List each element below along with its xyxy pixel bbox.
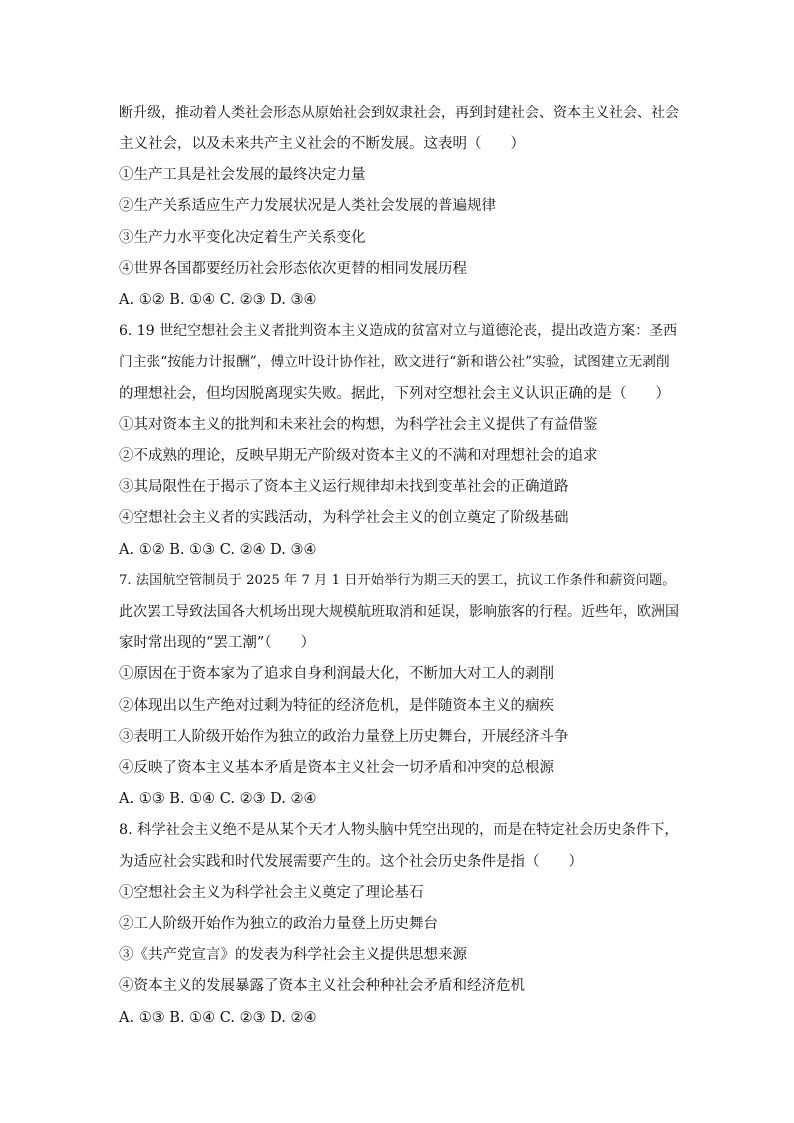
q8-item-4: ④资本主义的发展暴露了资本主义社会种种社会矛盾和经济危机 [119,978,525,994]
q7-stem-line-3: 家时常出现的“罢工潮”（ ） [119,635,316,651]
q7-item-4: ④反映了资本主义基本矛盾是资本主义社会一切矛盾和冲突的总根源 [119,760,554,776]
q6-stem-line-3: 的理想社会，但均因脱离现实失败。据此，下列对空想社会主义认识正确的是（ ） [119,386,670,402]
q5-item-4: ④世界各国都要经历社会形态依次更替的相同发展历程 [119,261,467,277]
q8-item-1: ①空想社会主义为科学社会主义奠定了理论基石 [119,885,424,901]
q6-item-1: ①其对资本主义的批判和未来社会的构想，为科学社会主义提供了有益借鉴 [119,417,598,433]
q5-stem-line-2: 主义社会，以及未来共产主义社会的不断发展。这表明（ ） [119,136,525,152]
q8-options: A. ①③ B. ①④ C. ②③ D. ②④ [119,1010,317,1026]
q6-stem-line-2: 门主张“按能力计报酬”，傅立叶设计协作社，欧文进行“新和谐公社”实验，试图建立无剥削 [119,354,670,370]
q8-item-2: ②工人阶级开始作为独立的政治力量登上历史舞台 [119,916,438,932]
q5-options: A. ①② B. ①④ C. ②③ D. ③④ [119,292,317,308]
q6-stem-line-1: 6. 19 世纪空想社会主义者批判资本主义造成的贫富对立与道德沦丧，提出改造方案：圣西 [119,323,678,339]
q5-item-2: ②生产关系适应生产力发展状况是人类社会发展的普遍规律 [119,198,496,214]
q7-stem-line-1: 7. 法国航空管制员于 2025 年 7 月 1 日开始举行为期三天的罢工，抗议工作条件和薪资问题。 [119,573,676,588]
q5-stem-line-1: 断升级，推动着人类社会形态从原始社会到奴隶社会，再到封建社会、资本主义社会、社会 [119,105,679,121]
q6-item-3: ③其局限性在于揭示了资本主义运行规律却未找到变革社会的正确道路 [119,479,569,495]
q5-item-1: ①生产工具是社会发展的最终决定力量 [119,167,366,183]
q8-stem-line-2: 为适应社会实践和时代发展需要产生的。这个社会历史条件是指（ ） [119,854,583,870]
q5-item-3: ③生产力水平变化决定着生产关系变化 [119,230,366,246]
q7-stem-line-2: 此次罢工导致法国各大机场出现大规模航班取消和延误，影响旅客的行程。近些年，欧洲国 [119,604,679,620]
q6-options: A. ①② B. ①③ C. ②④ D. ③④ [119,542,317,558]
q7-item-3: ③表明工人阶级开始作为独立的政治力量登上历史舞台，开展经济斗争 [119,729,569,745]
q6-item-4: ④空想社会主义者的实践活动，为科学社会主义的创立奠定了阶级基础 [119,510,569,526]
q7-item-1: ①原因在于资本家为了追求自身利润最大化，不断加大对工人的剥削 [119,666,554,682]
q8-item-3: ③《共产党宣言》的发表为科学社会主义提供思想来源 [119,947,467,963]
q8-stem-line-1: 8. 科学社会主义绝不是从某个天才人物头脑中凭空出现的，而是在特定社会历史条件下， [119,822,679,838]
q7-options: A. ①③ B. ①④ C. ②③ D. ②④ [119,791,317,807]
q6-item-2: ②不成熟的理论，反映早期无产阶级对资本主义的不满和对理想社会的追求 [119,448,598,464]
q7-item-2: ②体现出以生产绝对过剩为特征的经济危机，是伴随资本主义的痼疾 [119,698,554,714]
